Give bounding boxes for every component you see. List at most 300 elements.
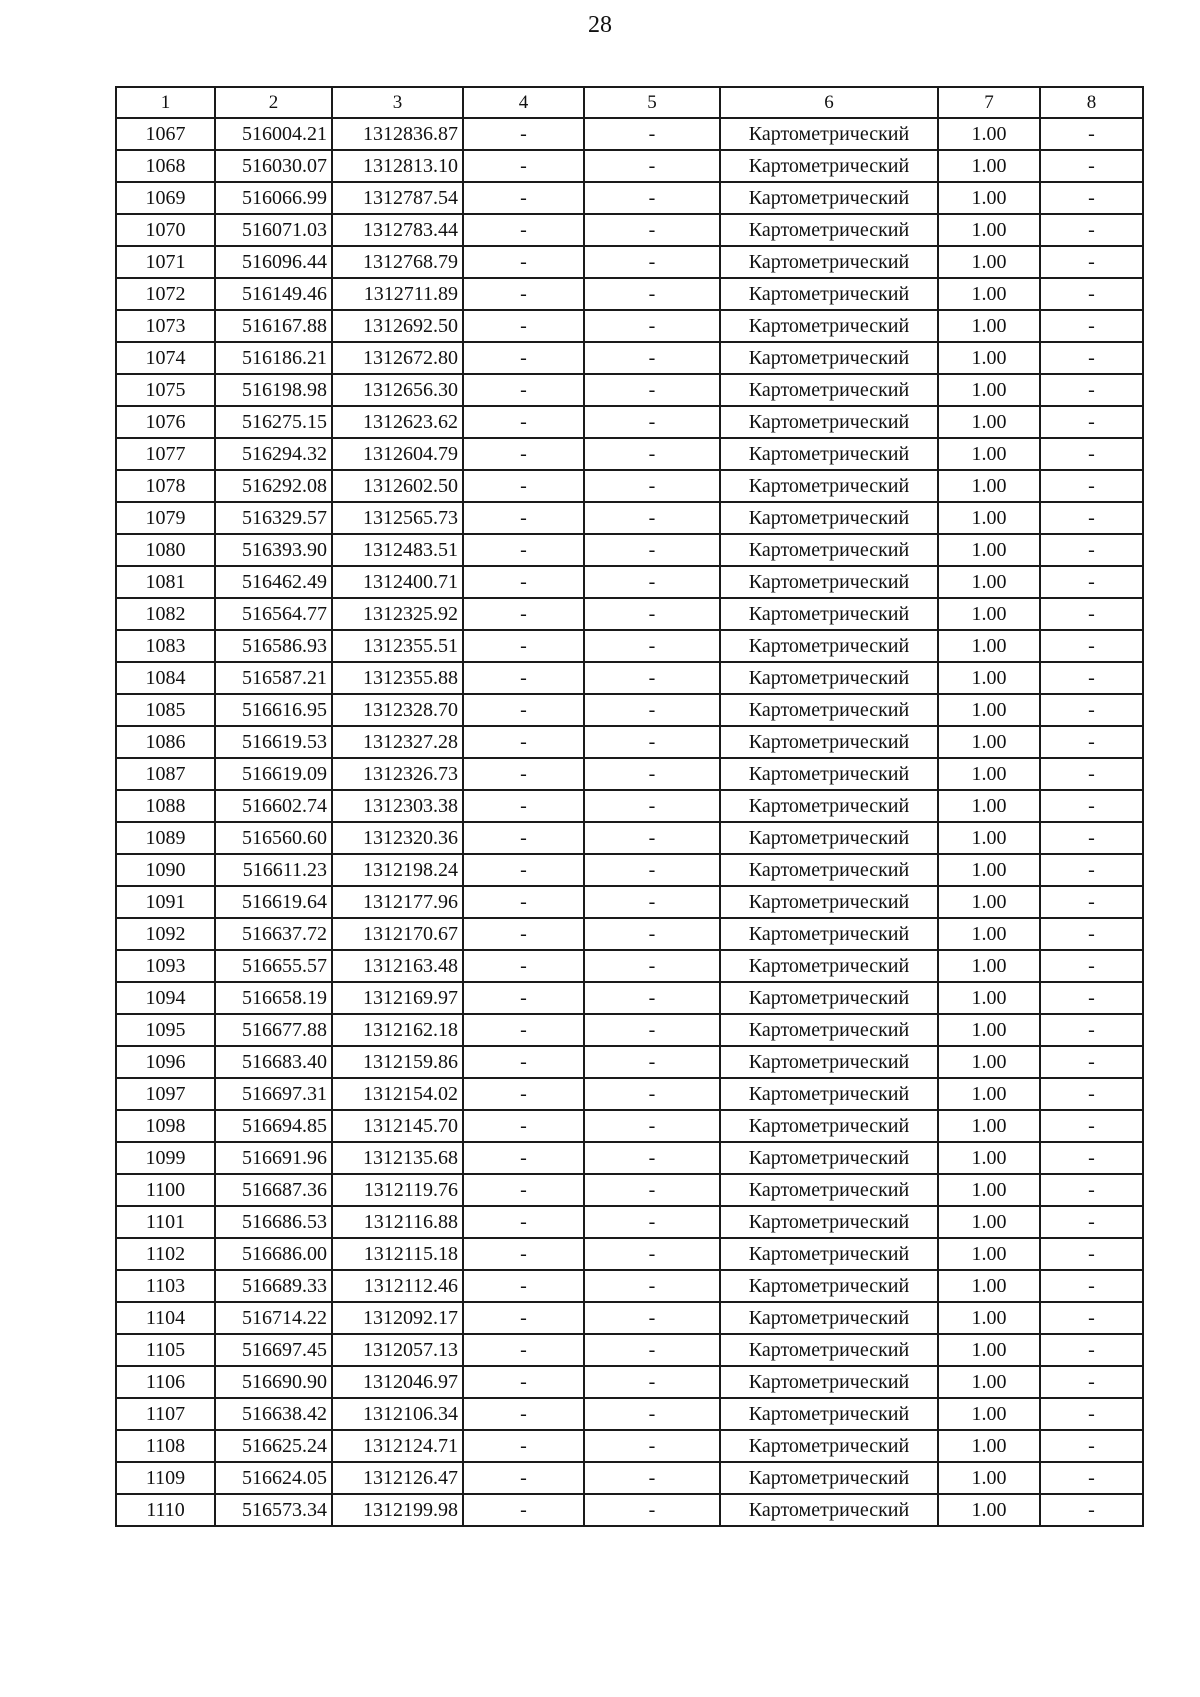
- point-number-cell: 1068: [116, 150, 215, 182]
- x-coordinate-cell: 516611.23: [215, 854, 332, 886]
- y-coordinate-cell: 1312170.67: [332, 918, 463, 950]
- accuracy-cell: 1.00: [938, 1014, 1040, 1046]
- x-coordinate-cell: 516686.00: [215, 1238, 332, 1270]
- column-8-cell: -: [1040, 598, 1143, 630]
- column-8-cell: -: [1040, 406, 1143, 438]
- column-4-cell: -: [463, 1494, 584, 1526]
- table-row: [116, 1462, 1143, 1494]
- column-4-cell: -: [463, 662, 584, 694]
- column-8-cell: -: [1040, 1238, 1143, 1270]
- y-coordinate-cell: 1312124.71: [332, 1430, 463, 1462]
- table-row: [116, 694, 1143, 726]
- method-cell: Картометрический: [720, 758, 938, 790]
- table-row: [116, 822, 1143, 854]
- column-4-cell: -: [463, 1270, 584, 1302]
- column-8-cell: -: [1040, 502, 1143, 534]
- column-5-cell: -: [584, 822, 720, 854]
- x-coordinate-cell: 516292.08: [215, 470, 332, 502]
- table-row: [116, 246, 1143, 278]
- method-cell: Картометрический: [720, 854, 938, 886]
- accuracy-cell: 1.00: [938, 470, 1040, 502]
- accuracy-cell: 1.00: [938, 950, 1040, 982]
- column-5-cell: -: [584, 118, 720, 150]
- y-coordinate-cell: 1312813.10: [332, 150, 463, 182]
- x-coordinate-cell: 516149.46: [215, 278, 332, 310]
- point-number-cell: 1092: [116, 918, 215, 950]
- table-row: [116, 1142, 1143, 1174]
- column-4-cell: -: [463, 118, 584, 150]
- accuracy-cell: 1.00: [938, 630, 1040, 662]
- column-8-cell: -: [1040, 1014, 1143, 1046]
- table-row: [116, 150, 1143, 182]
- column-4-cell: -: [463, 598, 584, 630]
- accuracy-cell: 1.00: [938, 726, 1040, 758]
- column-4-cell: -: [463, 918, 584, 950]
- column-5-cell: -: [584, 918, 720, 950]
- y-coordinate-cell: 1312604.79: [332, 438, 463, 470]
- point-number-cell: 1081: [116, 566, 215, 598]
- column-4-cell: -: [463, 630, 584, 662]
- accuracy-cell: 1.00: [938, 982, 1040, 1014]
- column-5-cell: -: [584, 1174, 720, 1206]
- column-8-cell: -: [1040, 374, 1143, 406]
- method-cell: Картометрический: [720, 278, 938, 310]
- y-coordinate-cell: 1312163.48: [332, 950, 463, 982]
- column-8-cell: -: [1040, 246, 1143, 278]
- table-row: [116, 566, 1143, 598]
- column-5-cell: -: [584, 790, 720, 822]
- y-coordinate-cell: 1312106.34: [332, 1398, 463, 1430]
- column-4-cell: -: [463, 470, 584, 502]
- table-row: [116, 534, 1143, 566]
- table-row: [116, 342, 1143, 374]
- accuracy-cell: 1.00: [938, 502, 1040, 534]
- table-row: [116, 630, 1143, 662]
- method-cell: Картометрический: [720, 918, 938, 950]
- accuracy-cell: 1.00: [938, 214, 1040, 246]
- column-8-cell: -: [1040, 758, 1143, 790]
- table-row: [116, 470, 1143, 502]
- accuracy-cell: 1.00: [938, 758, 1040, 790]
- point-number-cell: 1093: [116, 950, 215, 982]
- column-header: 5: [584, 87, 720, 118]
- column-8-cell: -: [1040, 1398, 1143, 1430]
- table-row: [116, 1110, 1143, 1142]
- column-header: 3: [332, 87, 463, 118]
- accuracy-cell: 1.00: [938, 342, 1040, 374]
- accuracy-cell: 1.00: [938, 1270, 1040, 1302]
- point-number-cell: 1088: [116, 790, 215, 822]
- column-5-cell: -: [584, 1430, 720, 1462]
- column-8-cell: -: [1040, 854, 1143, 886]
- accuracy-cell: 1.00: [938, 1046, 1040, 1078]
- y-coordinate-cell: 1312602.50: [332, 470, 463, 502]
- column-4-cell: -: [463, 1142, 584, 1174]
- method-cell: Картометрический: [720, 790, 938, 822]
- method-cell: Картометрический: [720, 1078, 938, 1110]
- point-number-cell: 1090: [116, 854, 215, 886]
- method-cell: Картометрический: [720, 598, 938, 630]
- column-4-cell: -: [463, 214, 584, 246]
- accuracy-cell: 1.00: [938, 118, 1040, 150]
- y-coordinate-cell: 1312198.24: [332, 854, 463, 886]
- column-5-cell: -: [584, 758, 720, 790]
- column-8-cell: -: [1040, 662, 1143, 694]
- column-4-cell: -: [463, 150, 584, 182]
- table-row: [116, 1270, 1143, 1302]
- column-8-cell: -: [1040, 150, 1143, 182]
- method-cell: Картометрический: [720, 1046, 938, 1078]
- x-coordinate-cell: 516564.77: [215, 598, 332, 630]
- y-coordinate-cell: 1312169.97: [332, 982, 463, 1014]
- point-number-cell: 1067: [116, 118, 215, 150]
- accuracy-cell: 1.00: [938, 1142, 1040, 1174]
- x-coordinate-cell: 516697.45: [215, 1334, 332, 1366]
- column-5-cell: -: [584, 470, 720, 502]
- column-4-cell: -: [463, 1046, 584, 1078]
- y-coordinate-cell: 1312177.96: [332, 886, 463, 918]
- y-coordinate-cell: 1312787.54: [332, 182, 463, 214]
- column-8-cell: -: [1040, 1174, 1143, 1206]
- point-number-cell: 1077: [116, 438, 215, 470]
- point-number-cell: 1082: [116, 598, 215, 630]
- column-5-cell: -: [584, 278, 720, 310]
- method-cell: Картометрический: [720, 1334, 938, 1366]
- accuracy-cell: 1.00: [938, 694, 1040, 726]
- accuracy-cell: 1.00: [938, 1494, 1040, 1526]
- method-cell: Картометрический: [720, 310, 938, 342]
- method-cell: Картометрический: [720, 214, 938, 246]
- y-coordinate-cell: 1312483.51: [332, 534, 463, 566]
- column-5-cell: -: [584, 1046, 720, 1078]
- column-8-cell: -: [1040, 1078, 1143, 1110]
- column-8-cell: -: [1040, 982, 1143, 1014]
- y-coordinate-cell: 1312672.80: [332, 342, 463, 374]
- column-8-cell: -: [1040, 1046, 1143, 1078]
- column-5-cell: -: [584, 950, 720, 982]
- x-coordinate-cell: 516637.72: [215, 918, 332, 950]
- point-number-cell: 1103: [116, 1270, 215, 1302]
- column-4-cell: -: [463, 982, 584, 1014]
- column-4-cell: -: [463, 278, 584, 310]
- table-row: [116, 438, 1143, 470]
- y-coordinate-cell: 1312768.79: [332, 246, 463, 278]
- method-cell: Картометрический: [720, 1430, 938, 1462]
- method-cell: Картометрический: [720, 534, 938, 566]
- accuracy-cell: 1.00: [938, 598, 1040, 630]
- point-number-cell: 1104: [116, 1302, 215, 1334]
- column-4-cell: -: [463, 1398, 584, 1430]
- column-5-cell: -: [584, 1302, 720, 1334]
- column-5-cell: -: [584, 982, 720, 1014]
- column-4-cell: -: [463, 374, 584, 406]
- x-coordinate-cell: 516655.57: [215, 950, 332, 982]
- column-5-cell: -: [584, 598, 720, 630]
- point-number-cell: 1079: [116, 502, 215, 534]
- header-row: [116, 87, 1143, 118]
- column-header: 1: [116, 87, 215, 118]
- column-5-cell: -: [584, 566, 720, 598]
- accuracy-cell: 1.00: [938, 374, 1040, 406]
- table-row: [116, 374, 1143, 406]
- method-cell: Картометрический: [720, 726, 938, 758]
- method-cell: Картометрический: [720, 950, 938, 982]
- point-number-cell: 1072: [116, 278, 215, 310]
- method-cell: Картометрический: [720, 1398, 938, 1430]
- column-8-cell: -: [1040, 630, 1143, 662]
- y-coordinate-cell: 1312565.73: [332, 502, 463, 534]
- accuracy-cell: 1.00: [938, 438, 1040, 470]
- column-5-cell: -: [584, 630, 720, 662]
- column-5-cell: -: [584, 342, 720, 374]
- accuracy-cell: 1.00: [938, 150, 1040, 182]
- y-coordinate-cell: 1312656.30: [332, 374, 463, 406]
- point-number-cell: 1086: [116, 726, 215, 758]
- method-cell: Картометрический: [720, 982, 938, 1014]
- x-coordinate-cell: 516616.95: [215, 694, 332, 726]
- accuracy-cell: 1.00: [938, 1430, 1040, 1462]
- y-coordinate-cell: 1312692.50: [332, 310, 463, 342]
- y-coordinate-cell: 1312326.73: [332, 758, 463, 790]
- column-5-cell: -: [584, 1494, 720, 1526]
- column-8-cell: -: [1040, 470, 1143, 502]
- accuracy-cell: 1.00: [938, 822, 1040, 854]
- method-cell: Картометрический: [720, 374, 938, 406]
- table-row: [116, 502, 1143, 534]
- table-row: [116, 726, 1143, 758]
- method-cell: Картометрический: [720, 1270, 938, 1302]
- column-8-cell: -: [1040, 1110, 1143, 1142]
- y-coordinate-cell: 1312092.17: [332, 1302, 463, 1334]
- point-number-cell: 1085: [116, 694, 215, 726]
- column-4-cell: -: [463, 1430, 584, 1462]
- table-row: [116, 918, 1143, 950]
- column-5-cell: -: [584, 150, 720, 182]
- y-coordinate-cell: 1312328.70: [332, 694, 463, 726]
- column-8-cell: -: [1040, 1302, 1143, 1334]
- point-number-cell: 1101: [116, 1206, 215, 1238]
- table-row: [116, 1334, 1143, 1366]
- column-8-cell: -: [1040, 1462, 1143, 1494]
- y-coordinate-cell: 1312115.18: [332, 1238, 463, 1270]
- point-number-cell: 1094: [116, 982, 215, 1014]
- point-number-cell: 1102: [116, 1238, 215, 1270]
- column-4-cell: -: [463, 758, 584, 790]
- method-cell: Картометрический: [720, 1174, 938, 1206]
- y-coordinate-cell: 1312623.62: [332, 406, 463, 438]
- column-4-cell: -: [463, 342, 584, 374]
- accuracy-cell: 1.00: [938, 1302, 1040, 1334]
- column-5-cell: -: [584, 1078, 720, 1110]
- x-coordinate-cell: 516066.99: [215, 182, 332, 214]
- x-coordinate-cell: 516602.74: [215, 790, 332, 822]
- y-coordinate-cell: 1312327.28: [332, 726, 463, 758]
- column-8-cell: -: [1040, 1142, 1143, 1174]
- column-5-cell: -: [584, 502, 720, 534]
- point-number-cell: 1078: [116, 470, 215, 502]
- x-coordinate-cell: 516686.53: [215, 1206, 332, 1238]
- table-row: [116, 118, 1143, 150]
- x-coordinate-cell: 516691.96: [215, 1142, 332, 1174]
- column-8-cell: -: [1040, 886, 1143, 918]
- accuracy-cell: 1.00: [938, 854, 1040, 886]
- table-row: [116, 598, 1143, 630]
- y-coordinate-cell: 1312126.47: [332, 1462, 463, 1494]
- table-row: [116, 662, 1143, 694]
- table-row: [116, 278, 1143, 310]
- table-row: [116, 950, 1143, 982]
- column-4-cell: -: [463, 310, 584, 342]
- y-coordinate-cell: 1312400.71: [332, 566, 463, 598]
- y-coordinate-cell: 1312154.02: [332, 1078, 463, 1110]
- x-coordinate-cell: 516687.36: [215, 1174, 332, 1206]
- column-4-cell: -: [463, 1206, 584, 1238]
- accuracy-cell: 1.00: [938, 1078, 1040, 1110]
- x-coordinate-cell: 516573.34: [215, 1494, 332, 1526]
- column-4-cell: -: [463, 1366, 584, 1398]
- point-number-cell: 1070: [116, 214, 215, 246]
- point-number-cell: 1091: [116, 886, 215, 918]
- column-header: 4: [463, 87, 584, 118]
- point-number-cell: 1097: [116, 1078, 215, 1110]
- method-cell: Картометрический: [720, 150, 938, 182]
- column-header: 2: [215, 87, 332, 118]
- y-coordinate-cell: 1312112.46: [332, 1270, 463, 1302]
- column-5-cell: -: [584, 1462, 720, 1494]
- column-8-cell: -: [1040, 278, 1143, 310]
- point-number-cell: 1098: [116, 1110, 215, 1142]
- method-cell: Картометрический: [720, 662, 938, 694]
- accuracy-cell: 1.00: [938, 1238, 1040, 1270]
- x-coordinate-cell: 516329.57: [215, 502, 332, 534]
- x-coordinate-cell: 516689.33: [215, 1270, 332, 1302]
- point-number-cell: 1105: [116, 1334, 215, 1366]
- column-8-cell: -: [1040, 438, 1143, 470]
- column-4-cell: -: [463, 1302, 584, 1334]
- accuracy-cell: 1.00: [938, 406, 1040, 438]
- table-row: [116, 1238, 1143, 1270]
- x-coordinate-cell: 516619.64: [215, 886, 332, 918]
- column-4-cell: -: [463, 1238, 584, 1270]
- point-number-cell: 1089: [116, 822, 215, 854]
- column-4-cell: -: [463, 502, 584, 534]
- column-header: 6: [720, 87, 938, 118]
- x-coordinate-cell: 516619.09: [215, 758, 332, 790]
- x-coordinate-cell: 516677.88: [215, 1014, 332, 1046]
- point-number-cell: 1074: [116, 342, 215, 374]
- x-coordinate-cell: 516625.24: [215, 1430, 332, 1462]
- y-coordinate-cell: 1312355.88: [332, 662, 463, 694]
- point-number-cell: 1108: [116, 1430, 215, 1462]
- x-coordinate-cell: 516694.85: [215, 1110, 332, 1142]
- column-5-cell: -: [584, 214, 720, 246]
- column-8-cell: -: [1040, 182, 1143, 214]
- accuracy-cell: 1.00: [938, 790, 1040, 822]
- table-row: [116, 1046, 1143, 1078]
- point-number-cell: 1069: [116, 182, 215, 214]
- accuracy-cell: 1.00: [938, 1174, 1040, 1206]
- column-4-cell: -: [463, 406, 584, 438]
- column-5-cell: -: [584, 182, 720, 214]
- column-8-cell: -: [1040, 1334, 1143, 1366]
- column-4-cell: -: [463, 822, 584, 854]
- column-8-cell: -: [1040, 342, 1143, 374]
- column-header: 8: [1040, 87, 1143, 118]
- method-cell: Картометрический: [720, 1302, 938, 1334]
- table-row: [116, 214, 1143, 246]
- column-5-cell: -: [584, 1398, 720, 1430]
- method-cell: Картометрический: [720, 342, 938, 374]
- x-coordinate-cell: 516275.15: [215, 406, 332, 438]
- column-5-cell: -: [584, 310, 720, 342]
- column-4-cell: -: [463, 950, 584, 982]
- column-4-cell: -: [463, 1078, 584, 1110]
- column-4-cell: -: [463, 854, 584, 886]
- column-5-cell: -: [584, 726, 720, 758]
- method-cell: Картометрический: [720, 502, 938, 534]
- accuracy-cell: 1.00: [938, 534, 1040, 566]
- table-row: [116, 790, 1143, 822]
- table-row: [116, 854, 1143, 886]
- x-coordinate-cell: 516167.88: [215, 310, 332, 342]
- y-coordinate-cell: 1312783.44: [332, 214, 463, 246]
- y-coordinate-cell: 1312145.70: [332, 1110, 463, 1142]
- accuracy-cell: 1.00: [938, 1206, 1040, 1238]
- point-number-cell: 1083: [116, 630, 215, 662]
- x-coordinate-cell: 516393.90: [215, 534, 332, 566]
- y-coordinate-cell: 1312355.51: [332, 630, 463, 662]
- column-5-cell: -: [584, 1334, 720, 1366]
- point-number-cell: 1076: [116, 406, 215, 438]
- table-row: [116, 1078, 1143, 1110]
- y-coordinate-cell: 1312303.38: [332, 790, 463, 822]
- point-number-cell: 1075: [116, 374, 215, 406]
- column-4-cell: -: [463, 1014, 584, 1046]
- table-row: [116, 982, 1143, 1014]
- method-cell: Картометрический: [720, 1494, 938, 1526]
- column-5-cell: -: [584, 1206, 720, 1238]
- column-4-cell: -: [463, 726, 584, 758]
- point-number-cell: 1107: [116, 1398, 215, 1430]
- method-cell: Картометрический: [720, 630, 938, 662]
- column-5-cell: -: [584, 534, 720, 566]
- column-8-cell: -: [1040, 310, 1143, 342]
- table-row: [116, 310, 1143, 342]
- x-coordinate-cell: 516638.42: [215, 1398, 332, 1430]
- page-number: 28: [588, 12, 612, 38]
- column-4-cell: -: [463, 438, 584, 470]
- point-number-cell: 1095: [116, 1014, 215, 1046]
- x-coordinate-cell: 516714.22: [215, 1302, 332, 1334]
- point-number-cell: 1099: [116, 1142, 215, 1174]
- table-row: [116, 1366, 1143, 1398]
- accuracy-cell: 1.00: [938, 662, 1040, 694]
- table-row: [116, 1014, 1143, 1046]
- x-coordinate-cell: 516294.32: [215, 438, 332, 470]
- y-coordinate-cell: 1312046.97: [332, 1366, 463, 1398]
- y-coordinate-cell: 1312116.88: [332, 1206, 463, 1238]
- column-8-cell: -: [1040, 918, 1143, 950]
- table-row: [116, 1302, 1143, 1334]
- column-4-cell: -: [463, 1462, 584, 1494]
- y-coordinate-cell: 1312057.13: [332, 1334, 463, 1366]
- method-cell: Картометрический: [720, 694, 938, 726]
- y-coordinate-cell: 1312199.98: [332, 1494, 463, 1526]
- x-coordinate-cell: 516683.40: [215, 1046, 332, 1078]
- accuracy-cell: 1.00: [938, 1334, 1040, 1366]
- column-8-cell: -: [1040, 1206, 1143, 1238]
- column-header: 7: [938, 87, 1040, 118]
